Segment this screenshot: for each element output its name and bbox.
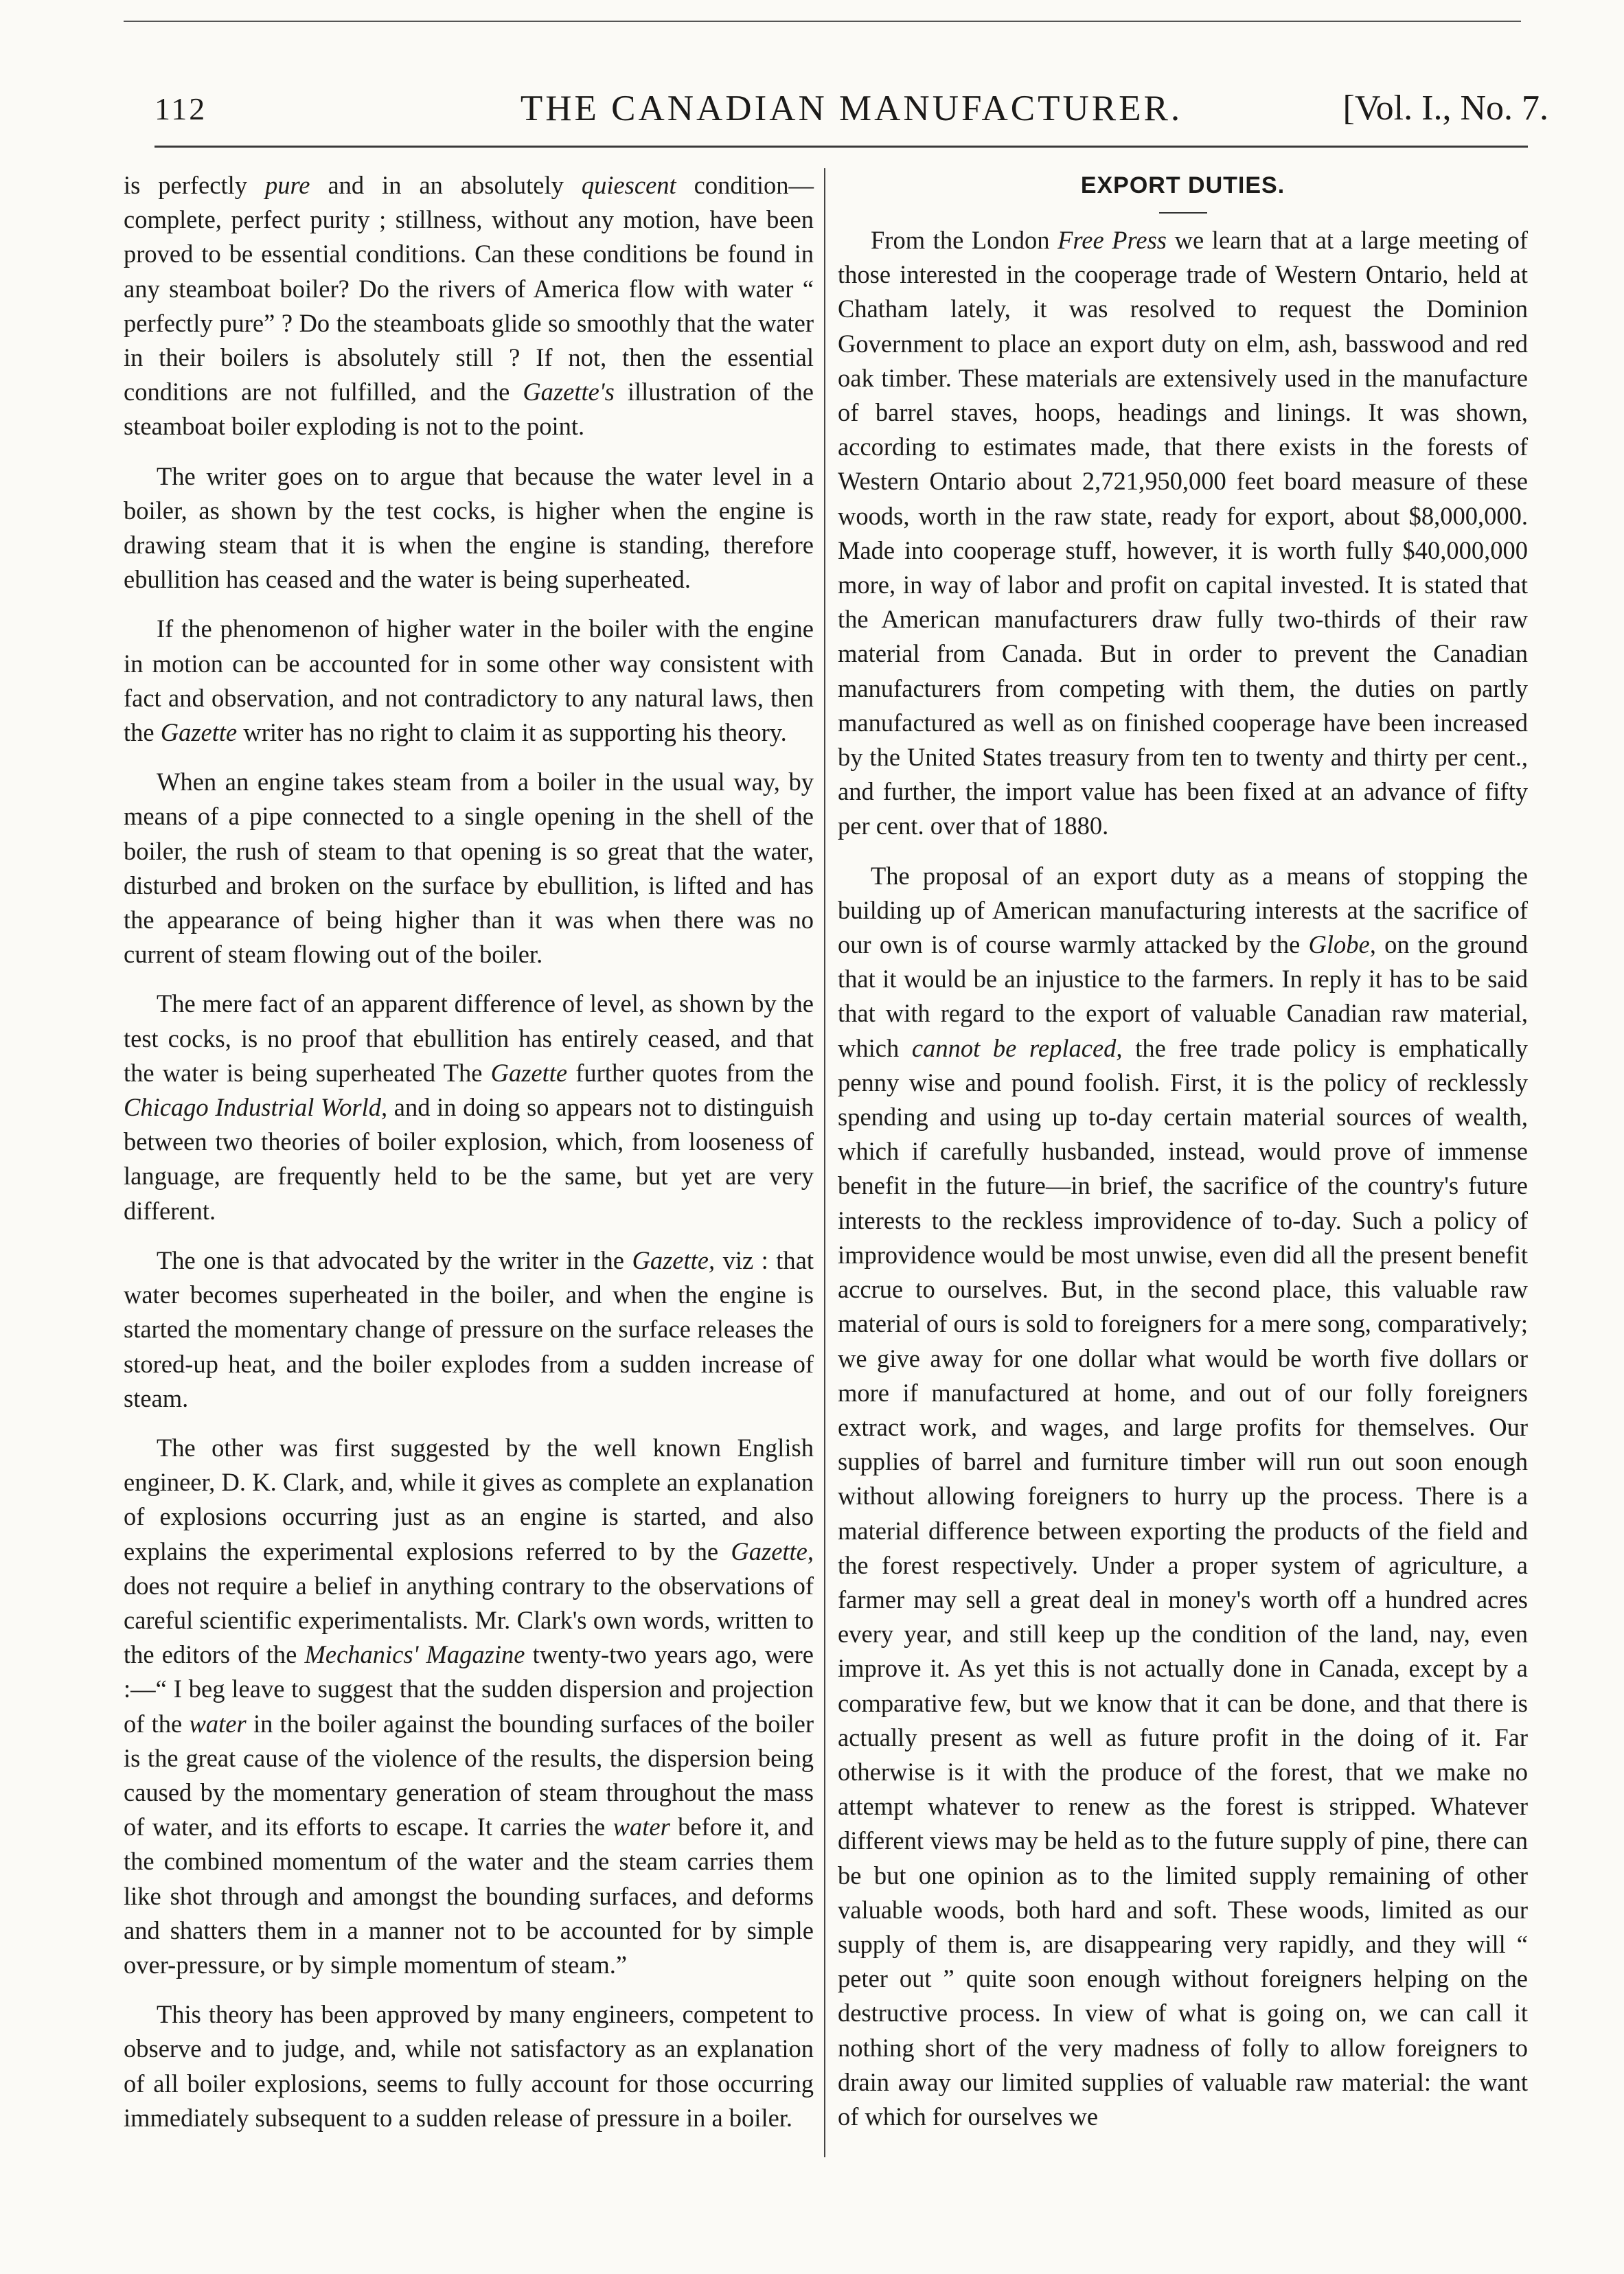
paragraph (838, 859, 1528, 2135)
italic-text: water (189, 1709, 247, 1738)
text-run: The writer goes on to argue that because the water level in a boiler, as shown by the test cocks, is higher when the engine is drawing steam that it is when the engine is standing, therefore ebullition has ceased and the water is being superheated. (124, 461, 814, 594)
paragraph (124, 765, 814, 972)
header-rule (155, 146, 1528, 148)
text-run: does not require a belief in anything contrary to the observations of careful scientific experimentalists. Mr. Clark's own words, written to the editors of the (124, 1571, 814, 1669)
paragraph (124, 612, 814, 750)
text-run: and in an absolutely (310, 171, 582, 199)
text-run: in the boiler against the bounding surfaces of the boiler is the great cause of the violence of the results, the dispersion being caused by the momentary generation of steam throughout the mass of water, and its efforts to escape. It carries the (124, 1709, 814, 1841)
paragraph (124, 459, 814, 597)
left-column (124, 168, 814, 2150)
text-run: further quotes from the (567, 1058, 814, 1087)
italic-text: water (613, 1813, 670, 1841)
page-header (155, 82, 1548, 144)
text-run: we learn that at a large meeting of those interested in the cooperage trade of Western Ontario, held at Chatham lately, it was resolved to request the Dominion Government to place an export duty on elm, ash, basswood and red oak timber. These materials are extensively used in the manufacture of barrel staves, hoops, headings and linings. It was shown, according to estimates made, that there exists in the forests of Western Ontario about 2,721,950,000 feet board measure of these woods, worth in the raw state, ready for export, about $8,000,000. Made into cooperage stuff, however, it is worth fully $40,000,000 more, in way of labor and profit on capital invested. It is stated that the American manufacturers draw fully two-thirds of their raw material from Canada. But in order to prevent the Canadian manufacturers from competing with them, the duties on partly manufactured as well as on finished cooperage have been increased by the United States treasury from ten to twenty and thirty per cent., and further, the import value has been fixed at an advance of fifty per cent. over that of 1880. (838, 226, 1528, 840)
paragraph (124, 1243, 814, 1416)
italic-text: Gazette, (731, 1537, 814, 1565)
italic-text: Free Press (1057, 226, 1167, 254)
italic-text: pure (264, 171, 310, 199)
paragraph (124, 1431, 814, 1982)
text-run: The one is that advocated by the writer in the (157, 1245, 632, 1274)
text-run: the free trade policy is emphatically penny wise and pound foolish. First, it is the policy of recklessly spending and using up to-day certain material sources of wealth, which if carefully husbanded, instead, would prove of immense benefit in the future—in brief, the sacrifice of the country's future interests to the reckless improvidence of to-day. Such a policy of improvidence would be most unwise, even did all the present benefit accrue to ourselves. But, in the second place, this valuable raw material of ours is sold to foreigners for a mere song, comparatively; we give away for one dollar what would be worth five dollars or more if manufactured at home, and out of our folly foreigners extract work, and wages, and large profits for themselves. Our supplies of barrel and furniture timber will run out soon enough without allowing foreigners to hurry up the process. There is a material difference between exporting the products of the field and the forest respectively. Under a proper system of agriculture, a farmer may sell a great deal in money's worth off a hundred acres every year, and still keep up the condition of the land, nay, even improve it. As yet this is not actually done in Canada, except by a comparative few, but we know that it can be done, and that there is actually present as well as future profit in the doing of it. Far otherwise is it with the produce of the forest, that we make no attempt whatever to renew as the forest is stripped. Whatever different views may be held as to the future supply of pine, there can be but one opinion as to the limited supply remaining of other valuable woods, both hard and soft. These woods, limited as our supply of them is, are disappearing very rapidly, and they will “ peter out ” quite soon enough without foreigners helping on the destructive process. In view of what is going on, we can call it nothing short of the very madness of folly to allow foreigners to drain away our limited supplies of valuable raw material: the want of which for ourselves we (838, 1033, 1528, 2131)
journal-title: THE CANADIAN MANUFACTURER. (520, 89, 1183, 128)
text-run: This theory has been approved by many engineers, competent to observe and to judge, and, while not satisfactory as an explanation of all boiler explosions, seems to fully account for those occurring immediately subsequent to a sudden release of pressure in a boiler. (124, 2000, 814, 2132)
paragraph (124, 168, 814, 444)
top-border-rule (124, 21, 1521, 22)
text-run: The proposal of an export duty as a means of stopping the building up of American manufacturing interests at the sacrifice of our own is of course warmly attacked by the (838, 861, 1528, 959)
text-run: The other was first suggested by the well known English engineer, D. K. Clark, and, while it gives as complete an explanation of explosions occurring just as an engine is started, and also explains the experimental explosions referred to by the (124, 1433, 814, 1565)
text-run: writer has no right to claim it as supporting his theory. (237, 718, 787, 747)
text-run: twenty-two years ago, were :—“ I beg leave to suggest that the sudden dispersion and projection of the (124, 1640, 814, 1738)
italic-text: Gazette (160, 718, 238, 747)
italic-text: Globe, (1308, 930, 1376, 959)
column-divider (824, 168, 825, 2157)
italic-text: cannot be replaced, (911, 1033, 1123, 1062)
text-run: is perfectly (124, 171, 265, 199)
text-run: and in doing so appears not to distinguish between two theories of boiler explosion, which, from looseness of language, are frequently held to be the same, but yet are very different. (124, 1093, 814, 1225)
italic-text: Gazette (490, 1058, 568, 1087)
text-run: condition—complete, perfect purity ; stillness, without any motion, have been proved to be essential conditions. Can these conditions be found in any steamboat boiler? Do the rivers of America flow with water “ perfectly pure” ? Do the steamboats glide so smoothly that the water in their boilers is absolutely still ? If not, then the essential conditions are not fulfilled, and the (124, 171, 814, 406)
right-column (838, 168, 1528, 2149)
italic-text: Chicago Industrial World, (124, 1093, 388, 1122)
italic-text: Gazette, (632, 1245, 716, 1274)
text-run: before it, and the combined momentum of the water and the steam carries them like shot through and amongst the bounding surfaces, and deforms and shatters them in a manner not to be accounted for by simple over-pressure, or by simple momentum of steam.” (124, 1813, 814, 1979)
text-run: illustration of the steamboat boiler exploding is not to the point. (124, 378, 814, 441)
paragraph (124, 1997, 814, 2135)
text-run: on the ground that it would be an injustice to the farmers. In reply it has to be said that with regard to the export of valuable Canadian raw material, which (838, 930, 1528, 1062)
issue-label: [Vol. I., No. 7. (1342, 89, 1548, 128)
text-run: viz : that water becomes superheated in the boiler, and when the engine is started the momentary change of pressure on the surface releases the stored-up heat, and the boiler explodes from a sudden increase of steam. (124, 1245, 814, 1412)
paragraph (124, 987, 814, 1228)
text-run: If the phenomenon of higher water in the boiler with the engine in motion can be accounted for in some other way consistent with fact and observation, and not contradictory to any natural laws, then the (124, 615, 814, 747)
page-number: 112 (155, 91, 207, 126)
text-run: From the London (871, 226, 1058, 254)
title-rule (1159, 212, 1207, 214)
text-run: The mere fact of an apparent difference of level, as shown by the test cocks, is no proof that ebullition has entirely ceased, and that the water is being superheated The (124, 989, 814, 1087)
text-run: When an engine takes steam from a boiler in the usual way, by means of a pipe connected to a single opening in the shell of the boiler, the rush of steam to that opening is so great that the water, disturbed and broken on the surface by ebullition, is lifted and has the appearance of being higher than it was when there was no current of steam flowing out of the boiler. (124, 768, 814, 969)
section-title: EXPORT DUTIES. (1080, 172, 1285, 198)
italic-text: Mechanics' Magazine (304, 1640, 525, 1669)
italic-text: quiescent (581, 171, 676, 199)
paragraph (838, 223, 1528, 844)
italic-text: Gazette's (523, 378, 615, 406)
